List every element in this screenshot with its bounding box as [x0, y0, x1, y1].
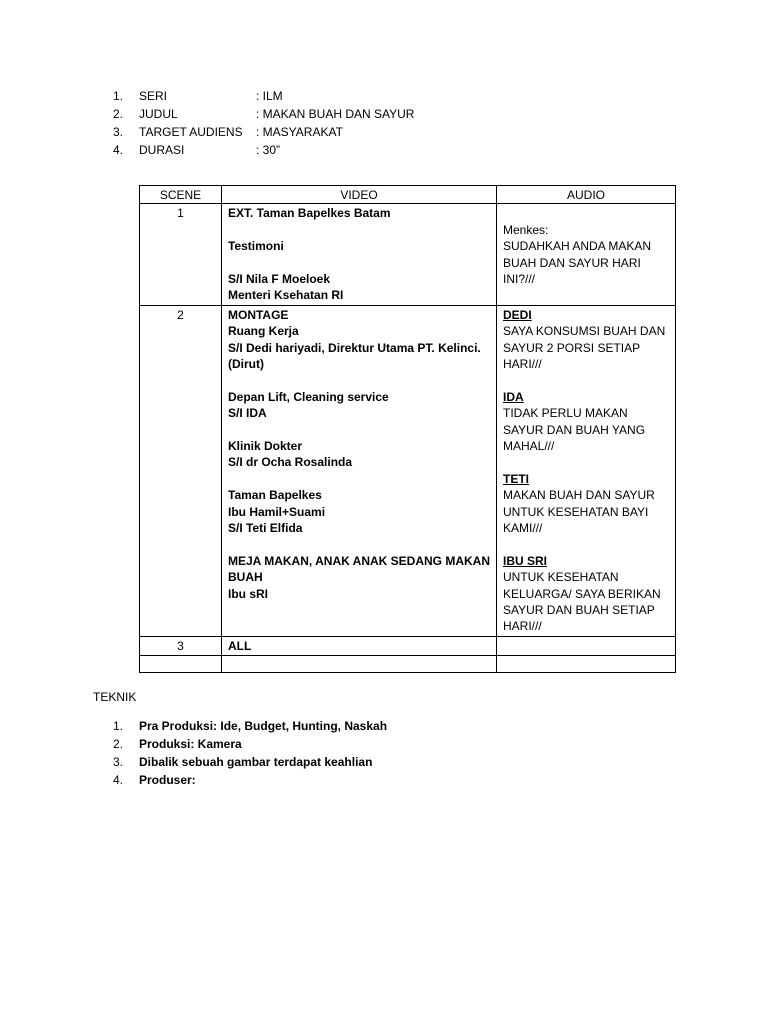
blank-line: [503, 536, 669, 552]
info-item-seri: [113, 87, 414, 105]
header-scene: SCENE: [140, 186, 222, 204]
teknik-heading: TEKNIK: [93, 690, 137, 704]
teknik-text: Dibalik sebuah gambar terdapat keahlian: [139, 755, 373, 769]
list-number: 4.: [113, 773, 124, 787]
video-line: Testimoni: [228, 239, 284, 254]
blank-line: [503, 372, 669, 388]
blank-line: [503, 454, 669, 470]
audio-line: UNTUK KESEHATAN BAYI: [503, 504, 649, 519]
audio-line: BUAH DAN SAYUR HARI: [503, 255, 641, 270]
audio-cell: [497, 636, 676, 655]
list-number: 2.: [113, 737, 124, 751]
speaker-name: IBU SRI: [503, 553, 548, 568]
blank-line: [228, 255, 490, 271]
info-value: : MASYARAKAT: [256, 125, 343, 139]
list-number: 4.: [113, 143, 124, 157]
video-line: S/I Nila F Moeloek: [228, 272, 331, 286]
empty-cell: [497, 656, 676, 673]
blank-line: [228, 536, 490, 552]
audio-line: KELUARGA/ SAYA BERIKAN: [503, 586, 661, 601]
video-line: Depan Lift, Cleaning service: [228, 389, 389, 404]
audio-line: HARI///: [503, 357, 542, 372]
header-audio: AUDIO: [497, 186, 676, 204]
table-row: [140, 204, 676, 305]
video-line: S/I dr Ocha Rosalinda: [228, 455, 353, 470]
video-line: Taman Bapelkes: [228, 488, 322, 503]
video-line: Klinik Dokter: [228, 439, 303, 454]
teknik-text: Pra Produksi: Ide, Budget, Hunting, Naskah: [139, 719, 388, 733]
video-line: (Dirut): [228, 357, 264, 372]
table-row-empty: [140, 656, 676, 673]
scene-number: 2: [140, 305, 222, 636]
video-cell: [222, 305, 497, 636]
video-line: S/I IDA: [228, 406, 267, 421]
list-item: [113, 717, 387, 735]
video-line: ALL: [228, 638, 252, 653]
video-cell: [222, 636, 497, 655]
audio-line: SAYUR DAN BUAH YANG: [503, 422, 646, 437]
video-line: EXT. Taman Bapelkes Batam: [228, 206, 391, 221]
scene-number: 1: [140, 204, 222, 305]
table-header-row: [140, 186, 676, 204]
scene-number: 3: [140, 636, 222, 655]
blank-line: [228, 372, 490, 388]
audio-line: UNTUK KESEHATAN: [503, 570, 619, 585]
info-item-target-audiens: [113, 123, 414, 141]
audio-line: HARI///: [503, 619, 542, 634]
video-cell: [222, 204, 497, 305]
video-line: MEJA MAKAN, ANAK ANAK SEDANG MAKAN: [228, 553, 490, 568]
video-line: S/I Teti Elfida: [228, 521, 303, 536]
video-line: BUAH: [228, 570, 263, 585]
blank-line: [503, 205, 669, 221]
info-key: SERI: [139, 89, 168, 103]
empty-cell: [222, 656, 497, 673]
audio-line: KAMI///: [503, 521, 543, 536]
audio-line: MAHAL///: [503, 439, 555, 454]
audio-cell: [497, 204, 676, 305]
production-info-list: [113, 87, 414, 159]
video-line: Menteri Ksehatan RI: [228, 288, 344, 303]
blank-line: [228, 222, 490, 238]
list-item: [113, 753, 387, 771]
info-key: TARGET AUDIENS: [139, 125, 243, 139]
audio-line: SUDAHKAH ANDA MAKAN: [503, 239, 652, 254]
speaker-name: DEDI: [503, 307, 532, 322]
header-video: VIDEO: [222, 186, 497, 204]
list-number: 1.: [113, 89, 124, 103]
audio-cell: [497, 305, 676, 636]
empty-cell: [140, 656, 222, 673]
teknik-text: Produksi: Kamera: [139, 737, 242, 751]
speaker-name: TETI: [503, 471, 529, 486]
list-number: 3.: [113, 755, 124, 769]
blank-line: [228, 422, 490, 438]
script-table: [139, 185, 676, 673]
speaker-name: IDA: [503, 389, 524, 404]
video-line: Ibu Hamil+Suami: [228, 504, 326, 519]
info-key: DURASI: [139, 143, 185, 157]
table-row: [140, 636, 676, 655]
info-item-durasi: [113, 141, 414, 159]
info-value: : ILM: [256, 89, 283, 103]
video-line: S/I Dedi hariyadi, Direktur Utama PT. Kelinci.: [228, 340, 481, 355]
info-value: : 30”: [256, 143, 281, 157]
audio-line: SAYUR 2 PORSI SETIAP: [503, 340, 641, 355]
list-item: [113, 771, 387, 789]
list-number: 2.: [113, 107, 124, 121]
audio-line: Menkes:: [503, 222, 549, 237]
list-number: 3.: [113, 125, 124, 139]
info-item-judul: [113, 105, 414, 123]
video-line: MONTAGE: [228, 307, 289, 322]
list-item: [113, 735, 387, 753]
table-row: [140, 305, 676, 636]
info-value: : MAKAN BUAH DAN SAYUR: [256, 107, 415, 121]
video-line: Ruang Kerja: [228, 324, 299, 339]
list-number: 1.: [113, 719, 124, 733]
audio-line: TIDAK PERLU MAKAN: [503, 406, 628, 421]
teknik-text: Produser:: [139, 773, 196, 787]
info-key: JUDUL: [139, 107, 178, 121]
audio-line: SAYA KONSUMSI BUAH DAN: [503, 324, 666, 339]
audio-line: MAKAN BUAH DAN SAYUR: [503, 488, 655, 503]
teknik-list: [113, 717, 387, 789]
audio-line: SAYUR DAN BUAH SETIAP: [503, 603, 655, 618]
blank-line: [228, 471, 490, 487]
video-line: Ibu sRI: [228, 586, 269, 601]
audio-line: INI?///: [503, 272, 536, 287]
